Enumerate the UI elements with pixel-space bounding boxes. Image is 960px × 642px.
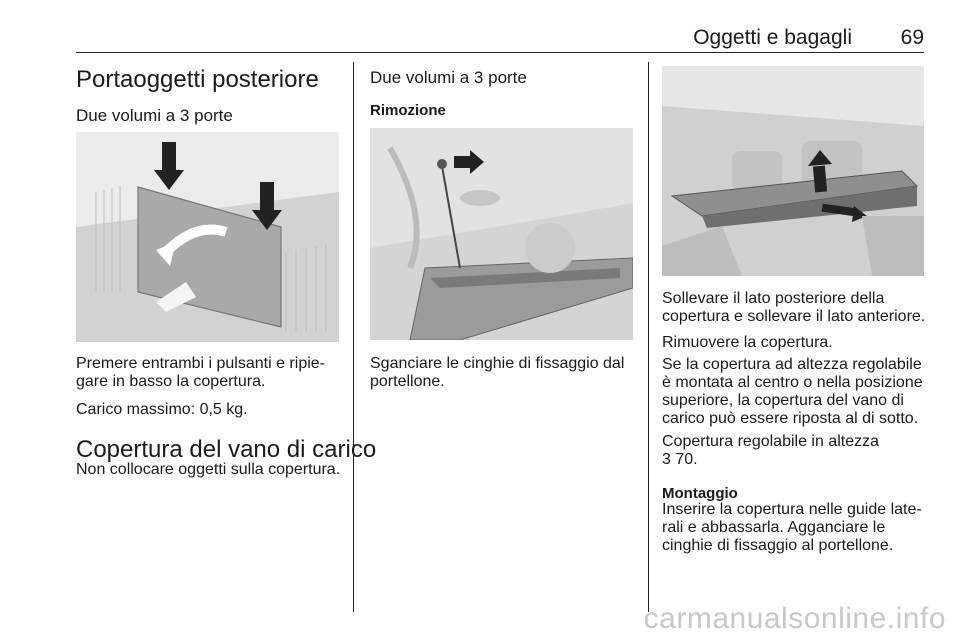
page-reference[interactable]: 3 70. bbox=[662, 451, 698, 468]
text-line: cinghie di fissaggio al portellone. bbox=[662, 537, 894, 554]
paragraph bbox=[662, 433, 932, 469]
subheading: Due volumi a 3 porte bbox=[76, 106, 233, 125]
paragraph bbox=[662, 356, 932, 428]
paragraph bbox=[370, 355, 640, 391]
paragraph bbox=[662, 501, 932, 555]
text-line: Premere entrambi i pulsanti e ripie- bbox=[76, 355, 325, 372]
page-number: 69 bbox=[900, 26, 924, 49]
section-heading: Portaoggetti posteriore bbox=[76, 66, 319, 93]
text-line: Inserire la copertura nelle guide late- bbox=[662, 501, 922, 518]
page-header bbox=[76, 26, 924, 53]
paragraph: Carico massimo: 0,5 kg. bbox=[76, 401, 248, 418]
section-title: Oggetti e bagagli bbox=[693, 26, 852, 49]
section-heading: Copertura del vano di carico bbox=[76, 436, 377, 463]
text-line: carico può essere riposta al di sotto. bbox=[662, 410, 919, 427]
text-line: portellone. bbox=[370, 373, 445, 390]
subheading-small: Montaggio bbox=[662, 485, 738, 502]
paragraph: Non collocare oggetti sulla copertura. bbox=[76, 461, 341, 478]
column-divider bbox=[353, 62, 354, 612]
subheading-small: Rimozione bbox=[370, 102, 446, 119]
text-line: gare in basso la copertura. bbox=[76, 373, 266, 390]
figure-removal-straps bbox=[370, 128, 633, 340]
subheading: Due volumi a 3 porte bbox=[370, 68, 527, 87]
text-line: rali e abbassarla. Agganciare le bbox=[662, 519, 886, 536]
text-line: superiore, la copertura del vano di bbox=[662, 392, 904, 409]
text-line: Copertura regolabile in altezza bbox=[662, 433, 880, 450]
text-line: è montata al centro o nella posizione bbox=[662, 374, 923, 391]
text-line: copertura e sollevare il lato anteriore. bbox=[662, 308, 926, 325]
text-line: Se la copertura ad altezza regolabile bbox=[662, 356, 922, 373]
paragraph: Rimuovere la copertura. bbox=[662, 334, 833, 351]
figure-cargo-cover bbox=[662, 66, 924, 276]
paragraph bbox=[76, 355, 346, 391]
watermark: carmanualsonline.info bbox=[643, 602, 946, 635]
paragraph bbox=[662, 290, 932, 326]
figure-storage-compartment bbox=[76, 132, 339, 342]
text-line: Sollevare il lato posteriore della bbox=[662, 290, 885, 307]
text-line: Sganciare le cinghie di fissaggio dal bbox=[370, 355, 625, 372]
column-divider bbox=[648, 62, 649, 612]
